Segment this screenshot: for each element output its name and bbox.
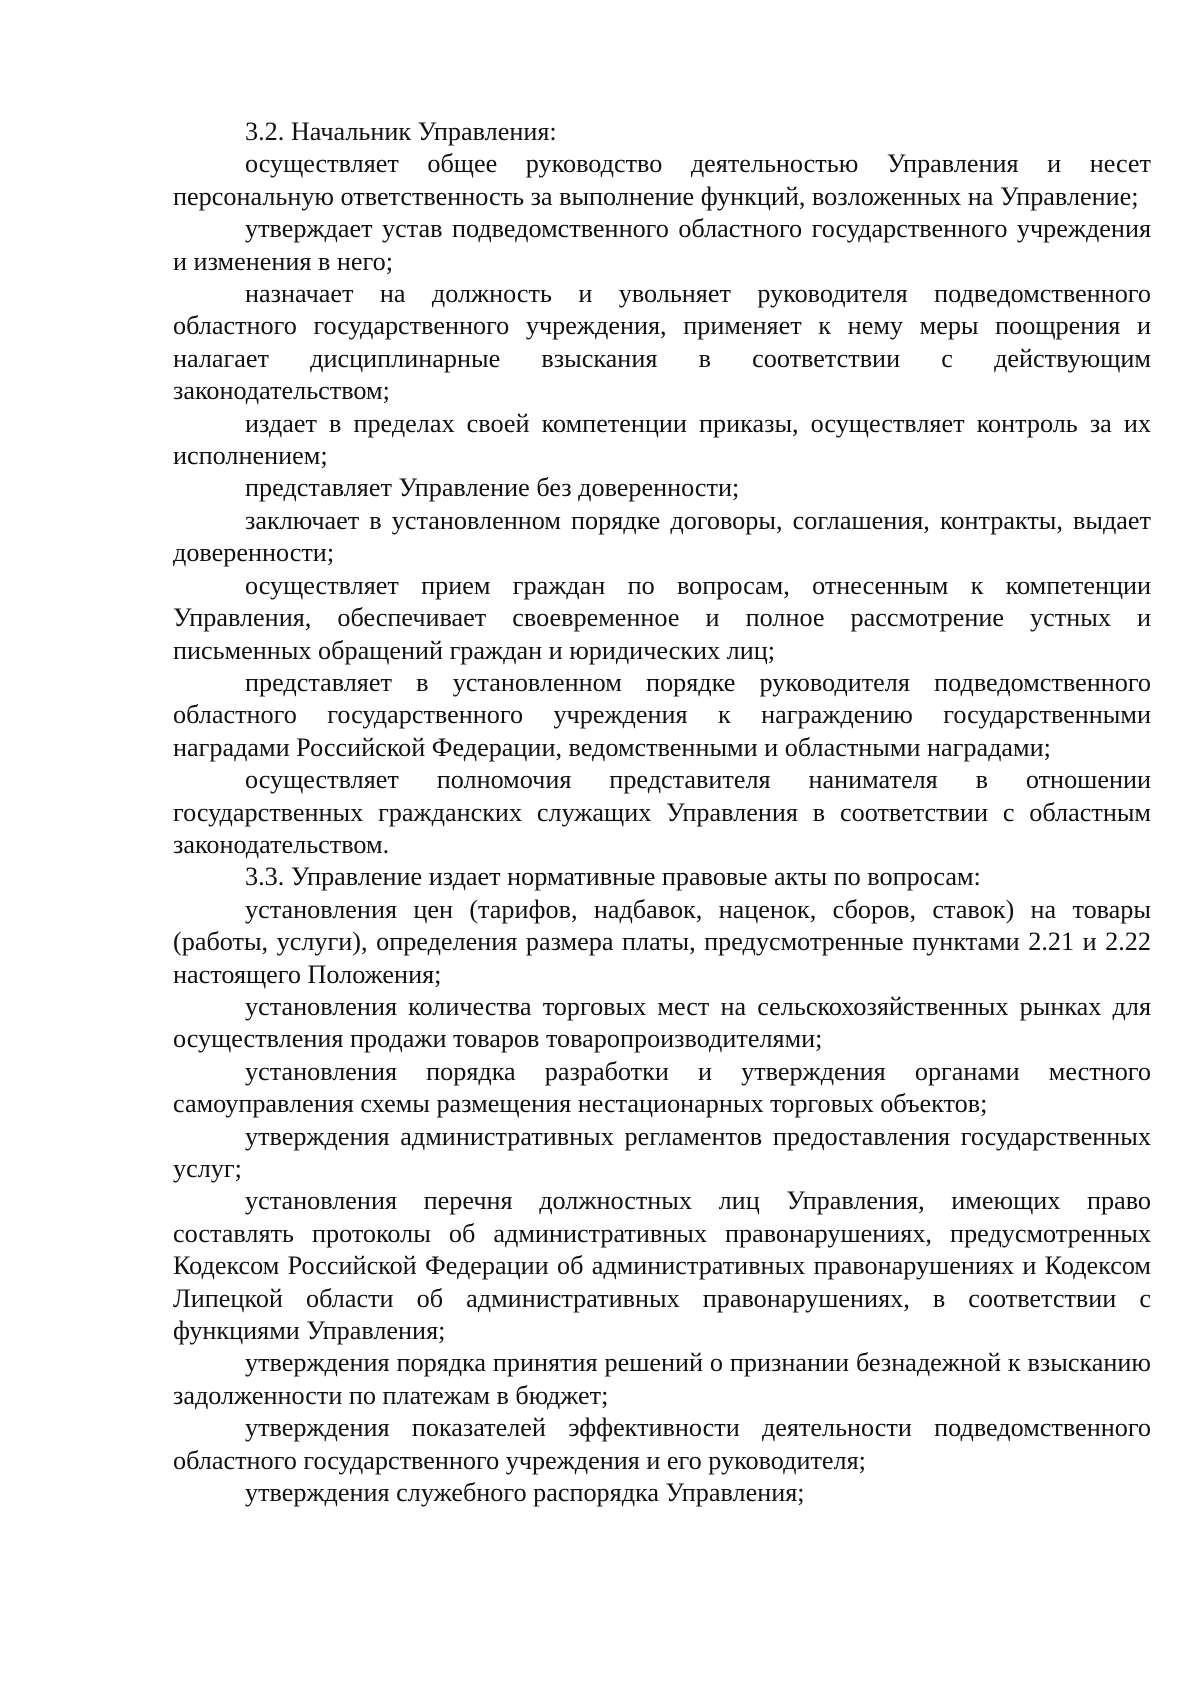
paragraph: осуществляет общее руководство деятельностью Управления и несет персональную ответственность за выполнение функций, возложенных на Управление;: [173, 149, 1151, 211]
paragraph: установления перечня должностных лиц Управления, имеющих право составлять протоколы об административных правонарушениях, предусмотренных Кодексом Российской Федерации об административных правонарушениях и Кодексом Липецкой области об административных правонарушениях, в соответствии с функциями Управления;: [173, 1186, 1151, 1346]
paragraph: утверждения служебного распорядка Управления;: [245, 1478, 805, 1508]
paragraph: назначает на должность и увольняет руководителя подведомственного областного государственного учреждения, применяет к нему меры поощрения и налагает дисциплинарные взыскания в соответствии с действующим законодательством;: [173, 279, 1151, 406]
paragraph: заключает в установленном порядке договоры, соглашения, контракты, выдает доверенности;: [173, 505, 1151, 568]
paragraph: представляет Управление без доверенности;: [245, 473, 740, 503]
paragraph: утверждения административных регламентов предоставления государственных услуг;: [173, 1121, 1151, 1183]
document-page: [173, 116, 1151, 1509]
paragraph: осуществляет полномочия представителя нанимателя в отношении государственных гражданских служащих Управления в соответствии с областным законодательством.: [173, 765, 1151, 859]
paragraph: установления порядка разработки и утверждения органами местного самоуправления схемы размещения нестационарных торговых объектов;: [173, 1056, 1151, 1119]
paragraph: установления цен (тарифов, надбавок, наценок, сборов, ставок) на товары (работы, услуги), определения размера платы, предусмотренные пунктами 2.21 и 2.22 настоящего Положения;: [173, 894, 1151, 989]
paragraph: представляет в установленном порядке руководителя подведомственного областного государственного учреждения к награждению государственными наградами Российской Федерации, ведомственными и областными наградами;: [173, 667, 1151, 762]
paragraph: утверждения порядка принятия решений о признании безнадежной к взысканию задолженности по платежам в бюджет;: [173, 1348, 1151, 1410]
paragraph: установления количества торговых мест на сельскохозяйственных рынках для осуществления продажи товаров товаропроизводителями;: [173, 991, 1151, 1054]
paragraph: 3.3. Управление издает нормативные правовые акты по вопросам:: [245, 862, 981, 892]
paragraph: издает в пределах своей компетенции приказы, осуществляет контроль за их исполнением;: [173, 408, 1151, 471]
paragraph: утверждения показателей эффективности деятельности подведомственного областного государственного учреждения и его руководителя;: [173, 1413, 1151, 1475]
paragraph: утверждает устав подведомственного областного государственного учреждения и изменения в него;: [173, 214, 1151, 276]
paragraph: осуществляет прием граждан по вопросам, отнесенным к компетенции Управления, обеспечивает своевременное и полное рассмотрение устных и письменных обращений граждан и юридических лиц;: [173, 570, 1151, 665]
paragraph: 3.2. Начальник Управления:: [245, 117, 557, 146]
